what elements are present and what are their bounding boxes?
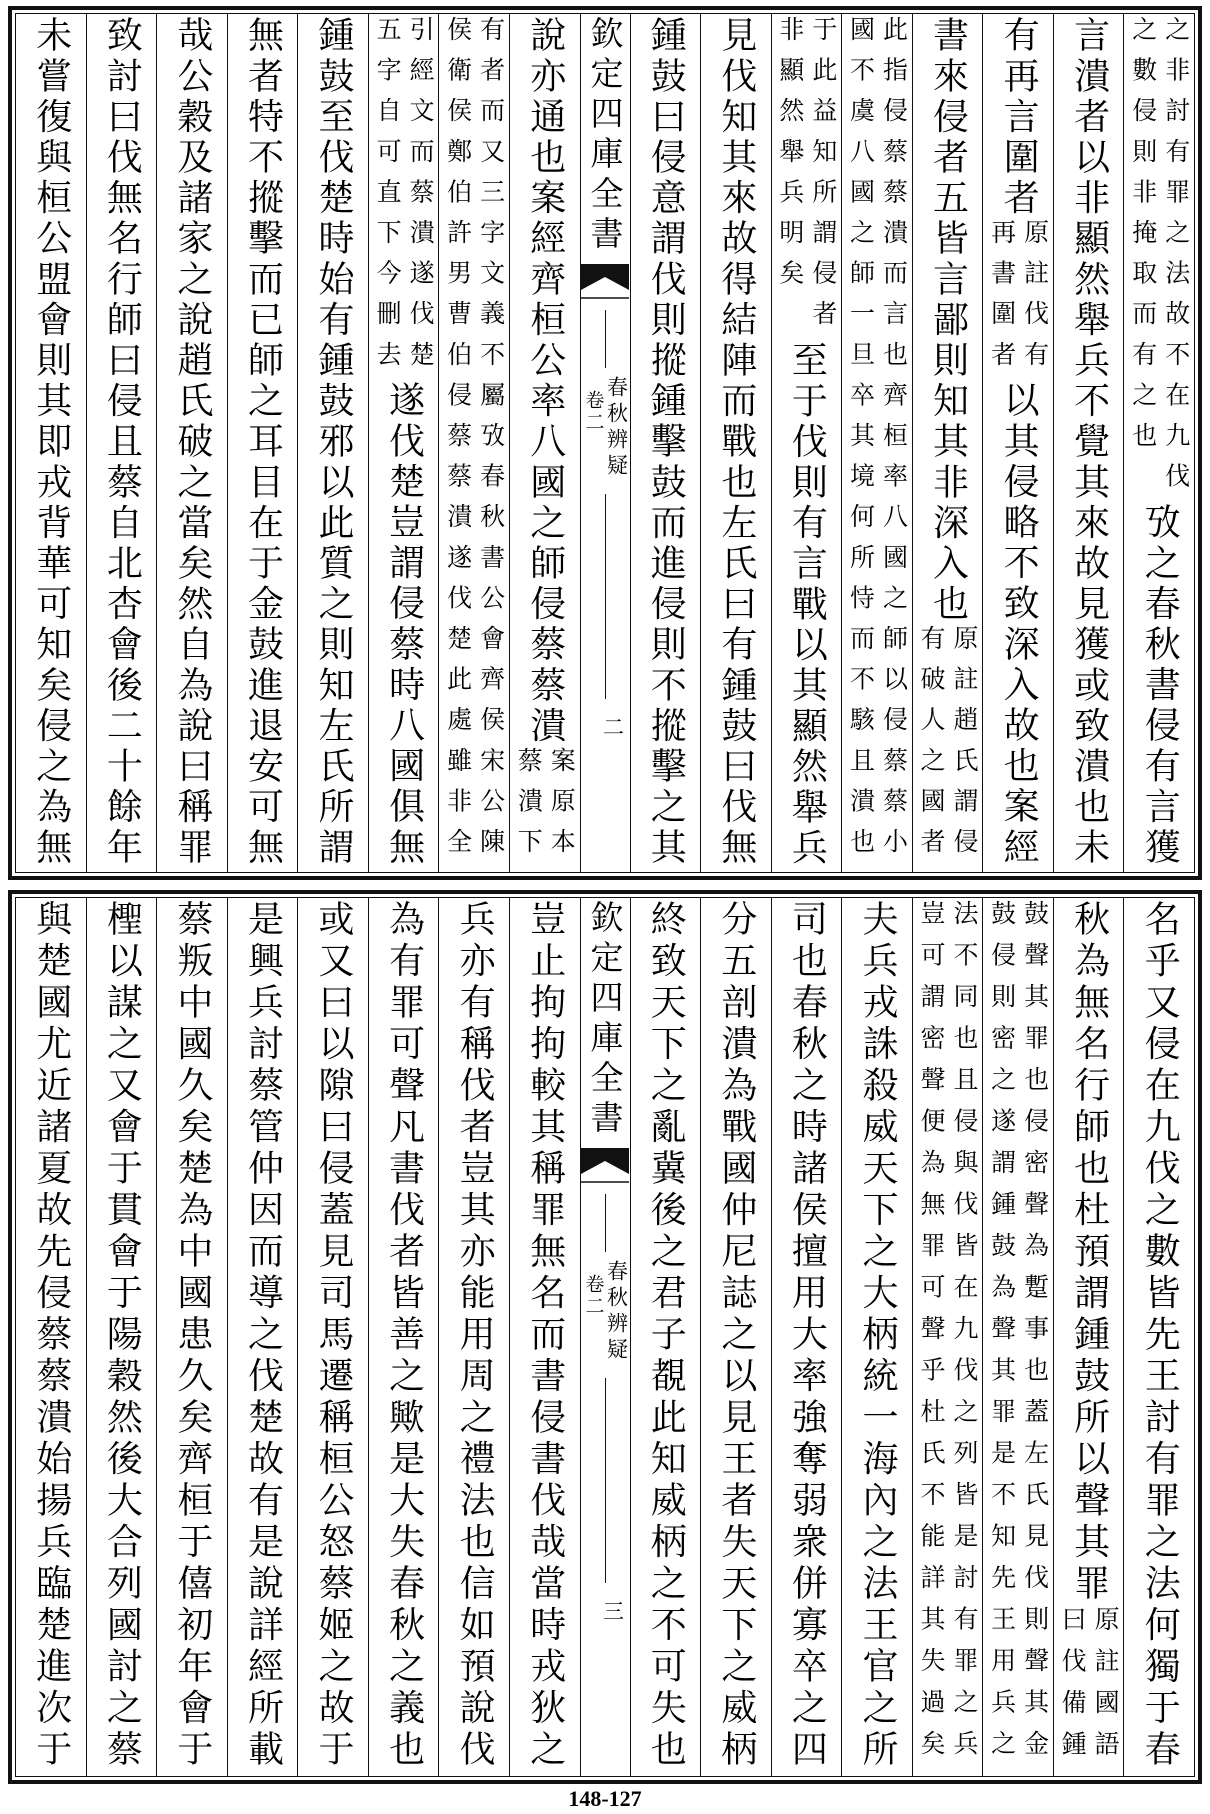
- main-text: 遂伐楚豈謂侵蔡時八國俱無: [383, 381, 425, 869]
- main-text: 鍾鼓曰侵意謂伐則摐鍾擊鼓而進侵則不摐擊之其: [645, 16, 687, 869]
- annotation-line: 有者而又三字文義不屬攷春秋書公會齊侯宋公陳: [476, 16, 506, 869]
- main-text: 豈止拘拘較其稱罪無名而書侵書伐哉當時戎狄之: [524, 900, 566, 1772]
- annotation-line: 鼓侵則密之遂謂鍾鼓為聲其罪是不知先王用兵之: [987, 900, 1017, 1772]
- main-text: 或又曰以隙曰侵蓋見司馬遷稱桓公怒蔡姬之故于: [313, 900, 355, 1772]
- main-text: 至于伐則有言戰以其顯然舉兵: [786, 340, 828, 869]
- text-column: [1123, 14, 1194, 872]
- main-text: 司也春秋之時諸侯擅用大率強奪弱衆併寡卒之四: [786, 900, 828, 1772]
- text-column: [509, 14, 580, 872]
- main-text: 為有罪可聲凡書伐者皆善之歟是大失春秋之義也: [383, 900, 425, 1772]
- annotation: [1128, 16, 1191, 503]
- text-column: [16, 14, 86, 872]
- main-text: 書來侵者五皆言鄙則知其非深入也: [927, 16, 969, 625]
- annotation-line: 非顯然舉兵明矣: [775, 16, 805, 301]
- annotation-line: 于此益知所謂侵者: [808, 16, 838, 341]
- text-column: [227, 898, 298, 1776]
- text-column: [630, 14, 701, 872]
- annotation-line: 國不虞八國之師一旦卒其境何所恃而不駭且潰也: [846, 16, 876, 869]
- main-text: 以其侵略不致深入故也案經: [998, 381, 1040, 869]
- annotation: [845, 16, 908, 869]
- main-text: 與楚國尤近諸夏故先侵蔡蔡潰始揚兵臨楚進次于: [30, 900, 72, 1772]
- annotation: [916, 900, 979, 1772]
- annotation-line: 原註伐有: [1020, 219, 1050, 382]
- annotation: [987, 219, 1050, 381]
- text-column: [368, 14, 439, 872]
- main-text: 未嘗復與桓公盟會則其即戎背華可知矣侵之為無: [30, 16, 72, 869]
- fold-header: 欽定四庫全書: [585, 16, 625, 256]
- annotation-line: 引經文而蔡潰遂伐楚: [406, 16, 436, 382]
- page-footer: 148-127: [568, 1786, 642, 1811]
- annotation-line: 之數侵則非掩取而有之也: [1128, 16, 1158, 463]
- main-text: 名乎又侵在九伐之數皆先王討有罪之法何獨于春: [1139, 900, 1181, 1772]
- fold-divider: [605, 1378, 606, 1583]
- text-column: [841, 14, 912, 872]
- main-text: 說亦通也案經齊桓公率八國之師侵蔡蔡潰: [524, 16, 566, 747]
- text-column: [841, 898, 912, 1776]
- page-number: 三: [600, 1600, 625, 1621]
- annotation-line: 侯衛侯鄭伯許男曹伯侵蔡蔡潰遂伐楚此處雖非全: [443, 16, 473, 869]
- upper-page: [8, 6, 1202, 880]
- center-fold: [580, 14, 630, 872]
- text-column: [156, 14, 227, 872]
- annotation-line: 之非討有罪之法故不在九伐: [1161, 16, 1191, 504]
- text-column: [630, 898, 701, 1776]
- main-text: 致討曰伐無名行師曰侵且蔡自北杏會後二十餘年: [101, 16, 143, 869]
- text-column: [912, 14, 983, 872]
- annotation: [443, 16, 506, 869]
- text-column: [771, 14, 842, 872]
- text-column: [700, 898, 771, 1776]
- text-column: [912, 898, 983, 1776]
- annotation-line: 原註趙氏謂侵: [950, 625, 980, 869]
- text-column: [86, 14, 157, 872]
- text-column: [227, 14, 298, 872]
- text-column: [438, 898, 509, 1776]
- annotation: [775, 16, 838, 341]
- text-column: [156, 898, 227, 1776]
- main-text: 攷之春秋書侵有言獲: [1139, 503, 1181, 869]
- annotation-line: 蔡潰下: [514, 746, 544, 869]
- main-text: 蔡叛中國久矣楚為中國患久矣齊桓于僖初年會于: [171, 900, 213, 1772]
- annotation-line: 案原本: [547, 746, 577, 869]
- annotation-line: 豈可謂密聲便為無罪可聲乎杜氏不能詳其失過矣: [917, 900, 947, 1772]
- annotation: [372, 16, 435, 381]
- annotation: [916, 625, 979, 869]
- text-column: [982, 14, 1053, 872]
- annotation: [513, 747, 576, 869]
- text-column: [16, 898, 86, 1776]
- annotation-line: 鼓聲其罪也侵密聲為蹔事也蓋左氏見伐則聲其金: [1020, 900, 1050, 1772]
- volume-label: 卷二: [582, 390, 605, 434]
- fish-tail-mark: [581, 1148, 629, 1188]
- text-column: [368, 898, 439, 1776]
- annotation-line: 原註國語: [1091, 1605, 1121, 1772]
- book-title: 春秋辨疑: [604, 376, 629, 480]
- main-text: 秋為無名行師也杜預謂鍾鼓所以聲其罪: [1068, 900, 1110, 1606]
- main-text: 夫兵戎誅殺威天下之大柄統一海內之法王官之所: [856, 900, 898, 1772]
- fold-divider: [605, 310, 606, 368]
- text-column: [297, 898, 368, 1776]
- text-column: [509, 898, 580, 1776]
- fold-header: 欽定四庫全書: [585, 900, 625, 1140]
- text-column: [771, 898, 842, 1776]
- text-column: [1053, 898, 1124, 1776]
- volume-label: 卷二: [582, 1274, 605, 1318]
- main-text: 見伐知其來故得結陣而戰也左氏曰有鍾鼓曰伐無: [715, 16, 757, 869]
- annotation-line: 有破人之國者: [917, 625, 947, 869]
- text-column: [297, 14, 368, 872]
- fold-divider: [605, 494, 606, 699]
- annotation: [1057, 1606, 1120, 1772]
- fish-tail-mark: [581, 264, 629, 304]
- annotation-line: 曰伐備鍾: [1058, 1605, 1088, 1772]
- main-text: 檉以謀之又會于貫會于陽穀然後大合列國討之蔡: [101, 900, 143, 1772]
- annotation-line: 此指侵蔡蔡潰而言也齊桓率八國之師以侵蔡蔡小: [879, 16, 909, 869]
- center-fold: [580, 898, 630, 1776]
- page-number: 二: [600, 716, 625, 737]
- book-title: 春秋辨疑: [604, 1260, 629, 1364]
- annotation: [987, 900, 1050, 1772]
- main-text: 是興兵討蔡管仲因而導之伐楚故有是說詳經所載: [242, 900, 284, 1772]
- lower-page: [8, 890, 1202, 1784]
- main-text: 兵亦有稱伐者豈其亦能用周之禮法也信如預說伐: [454, 900, 496, 1772]
- text-column: [1053, 14, 1124, 872]
- main-text: 無者特不摐擊而已師之耳目在于金鼓進退安可無: [242, 16, 284, 869]
- text-column: [982, 898, 1053, 1776]
- text-column: [86, 898, 157, 1776]
- main-text: 哉公穀及諸家之說趙氏破之當矣然自為說曰稱罪: [171, 16, 213, 869]
- page-frame: [15, 13, 1195, 873]
- annotation-line: 五字自可直下今刪去: [373, 16, 403, 382]
- main-text: 有再言圍者: [998, 16, 1040, 219]
- main-text: 分五剖潰為戰國仲尼誌之以見王者失天下之威柄: [715, 900, 757, 1772]
- text-column: [700, 14, 771, 872]
- text-column: [438, 14, 509, 872]
- main-text: 終致天下之亂冀後之君子覩此知威柄之不可失也: [645, 900, 687, 1772]
- main-text: 鍾鼓至伐楚時始有鍾鼓邪以此質之則知左氏所謂: [313, 16, 355, 869]
- page-frame: [15, 897, 1195, 1777]
- annotation-line: 法不同也且侵與伐皆在九伐之列皆是討有罪之兵: [950, 900, 980, 1772]
- text-column: [1123, 898, 1194, 1776]
- fold-divider: [605, 1194, 606, 1252]
- main-text: 言潰者以非顯然舉兵不覺其來故見獲或致潰也未: [1068, 16, 1110, 869]
- annotation-line: 再書圍者: [987, 219, 1017, 382]
